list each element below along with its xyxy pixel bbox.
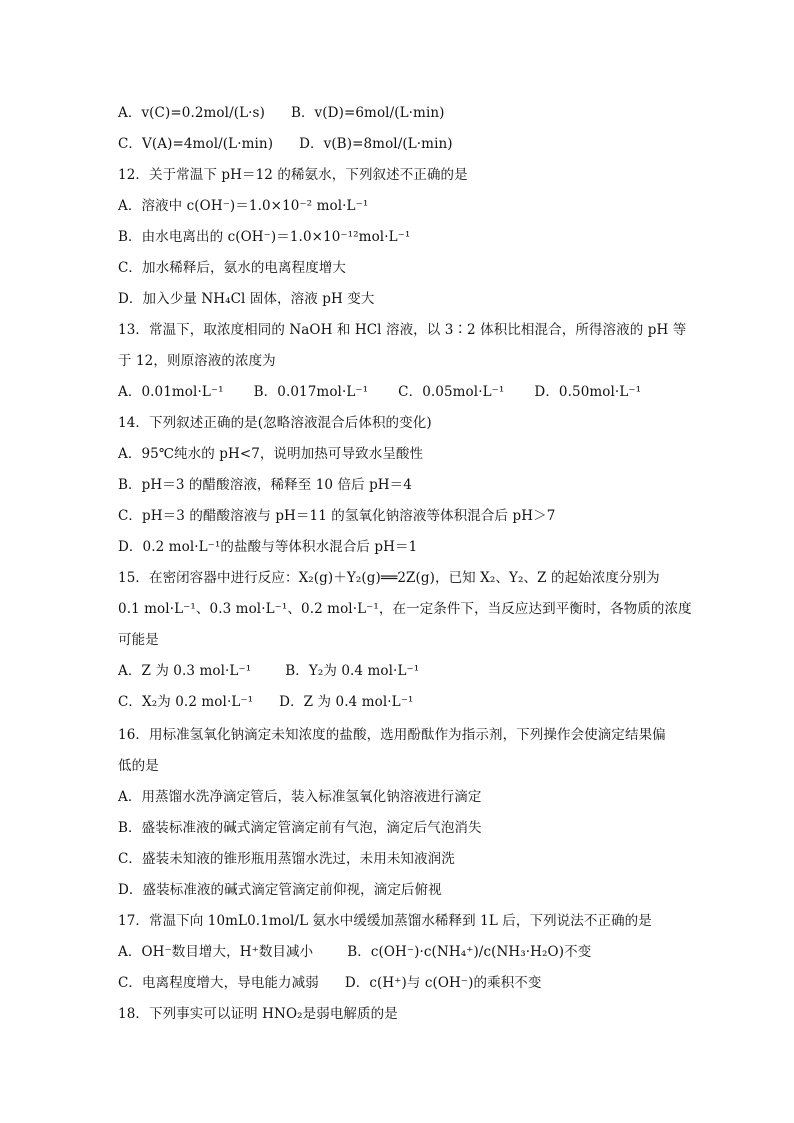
- option-line: [118, 661, 704, 681]
- option-line: [118, 103, 704, 123]
- option-line: [118, 692, 704, 712]
- q17-option-a: A．OH⁻数目增大，H⁺数目减小: [118, 944, 314, 960]
- q15-option-a: A．Z 为 0.3 mol·L⁻¹: [118, 663, 252, 679]
- option-c: C．V(A)=4mol/(L·min): [118, 136, 274, 152]
- q15-option-c: C．X₂为 0.2 mol·L⁻¹: [118, 694, 254, 710]
- option-line: [118, 942, 704, 962]
- question-14-stem: 14．下列叙述正确的是(忽略溶液混合后体积的变化): [118, 415, 432, 431]
- question-15-stem-end: 可能是: [118, 632, 159, 648]
- q16-option-d: D．盛装标准液的碱式滴定管滴定前仰视，滴定后俯视: [118, 882, 442, 898]
- question-16-stem: 16．用标准氢氧化钠滴定未知浓度的盐酸，选用酚酞作为指示剂，下列操作会使滴定结果偏: [118, 727, 666, 743]
- question-13-stem-cont: 于 12，则原溶液的浓度为: [118, 353, 276, 369]
- q14-option-b: B．pH＝3 的醋酸溶液，稀释至 10 倍后 pH＝4: [118, 477, 412, 493]
- q14-option-d: D．0.2 mol·L⁻¹的盐酸与等体积水混合后 pH＝1: [118, 539, 418, 555]
- q17-option-d: D．c(H⁺)与 c(OH⁻)的乘积不变: [344, 975, 542, 991]
- option-d: D．v(B)=8mol/(L·min): [299, 136, 453, 152]
- question-12-stem: 12．关于常温下 pH＝12 的稀氨水，下列叙述不正确的是: [118, 167, 468, 183]
- question-16-stem-cont: 低的是: [118, 758, 159, 774]
- question-13-stem: 13．常温下，取浓度相同的 NaOH 和 HCl 溶液，以 3∶2 体积比相混合，所得溶液的 pH 等: [118, 322, 687, 338]
- q13-options: [118, 382, 704, 402]
- q12-option-a: A．溶液中 c(OH⁻)＝1.0×10⁻² mol·L⁻¹: [118, 198, 369, 214]
- q16-option-a: A．用蒸馏水洗净滴定管后，装入标准氢氧化钠溶液进行滴定: [118, 789, 482, 805]
- q17-option-b: B．c(OH⁻)·c(NH₄⁺)/c(NH₃·H₂O)不变: [347, 944, 592, 960]
- q13-option-c: C．0.05mol·L⁻¹: [398, 384, 505, 400]
- q13-option-b: B．0.017mol·L⁻¹: [253, 384, 369, 400]
- q12-option-b: B．由水电离出的 c(OH⁻)＝1.0×10⁻¹²mol·L⁻¹: [118, 229, 411, 245]
- option-line: [118, 973, 704, 993]
- q14-option-a: A．95℃纯水的 pH<7，说明加热可导致水呈酸性: [118, 446, 424, 462]
- q16-option-b: B．盛装标准液的碱式滴定管滴定前有气泡，滴定后气泡消失: [118, 820, 482, 836]
- q13-option-d: D．0.50mol·L⁻¹: [534, 384, 642, 400]
- q14-option-c: C．pH＝3 的醋酸溶液与 pH＝11 的氢氧化钠溶液等体积混合后 pH＞7: [118, 508, 556, 524]
- q15-option-b: B．Y₂为 0.4 mol·L⁻¹: [285, 663, 420, 679]
- q13-option-a: A．0.01mol·L⁻¹: [118, 384, 224, 400]
- option-line: [118, 134, 704, 154]
- q12-option-c: C．加水稀释后，氨水的电离程度增大: [118, 260, 347, 276]
- question-17-stem: 17．常温下向 10mL0.1mol/L 氨水中缓缓加蒸馏水稀释到 1L 后，下列说法不正确的是: [118, 913, 652, 929]
- q17-option-c: C．电离程度增大，导电能力减弱: [118, 975, 319, 991]
- question-15-stem-cont: 0.1 mol·L⁻¹、0.3 mol·L⁻¹、0.2 mol·L⁻¹，在一定条件下，当反应达到平衡时，各物质的浓度: [118, 601, 692, 617]
- question-15-stem: 15．在密闭容器中进行反应：X₂(g)＋Y₂(g)══2Z(g)，已知 X₂、Y₂、Z 的起始浓度分别为: [118, 570, 660, 586]
- option-a: A．v(C)=0.2mol/(L·s): [118, 105, 265, 121]
- q12-option-d: D．加入少量 NH₄Cl 固体，溶液 pH 变大: [118, 291, 375, 307]
- question-18-stem: 18．下列事实可以证明 HNO₂是弱电解质的是: [118, 1006, 398, 1022]
- q15-option-d: D．Z 为 0.4 mol·L⁻¹: [279, 694, 414, 710]
- option-b: B．v(D)=6mol/(L·min): [290, 105, 445, 121]
- q16-option-c: C．盛装未知液的锥形瓶用蒸馏水洗过，未用未知液润洗: [118, 851, 455, 867]
